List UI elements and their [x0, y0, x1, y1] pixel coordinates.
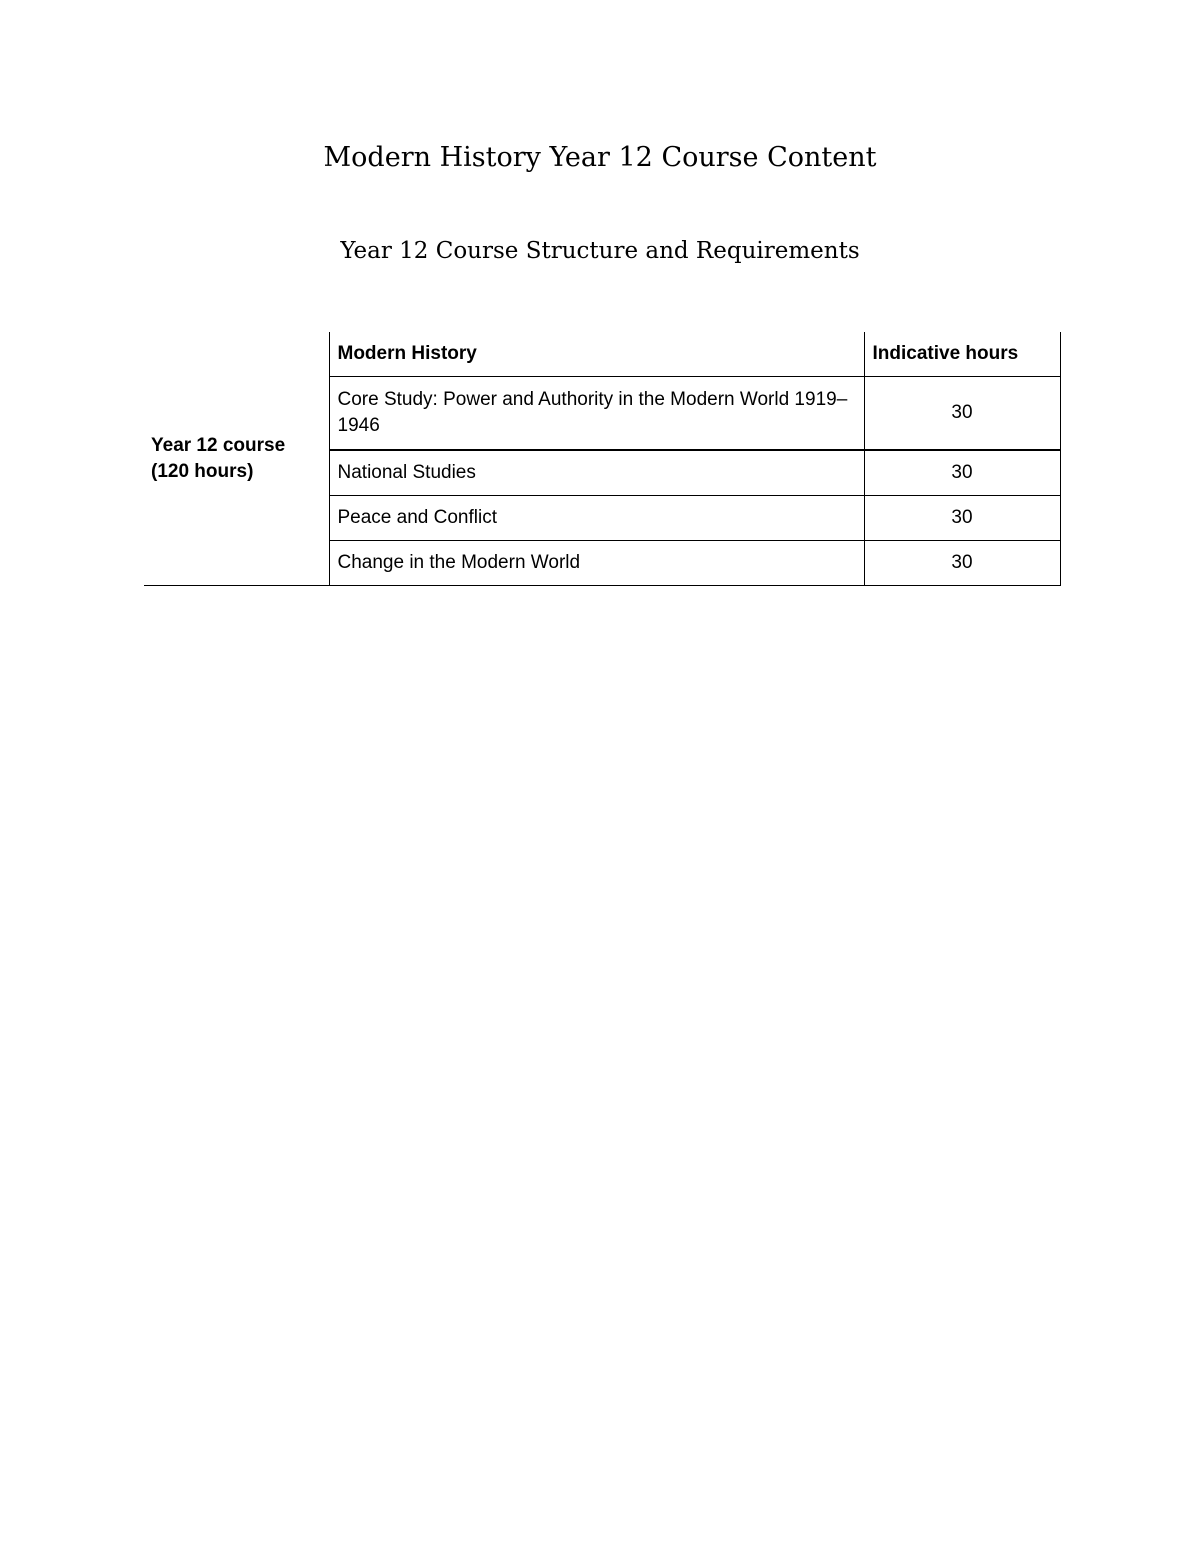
column-header-name: Modern History	[329, 332, 864, 377]
row-name-cell: Peace and Conflict	[329, 496, 864, 541]
row-name-cell: Core Study: Power and Authority in the Modern World 1919–1946	[329, 377, 864, 451]
section-heading: Year 12 Course Structure and Requirements	[340, 238, 860, 264]
row-hours-cell: 30	[864, 450, 1060, 496]
row-hours-cell: 30	[864, 496, 1060, 541]
course-group-label	[144, 332, 329, 586]
course-group-label-line2: (120 hours)	[151, 460, 254, 482]
row-hours-cell: 30	[864, 541, 1060, 586]
row-hours-cell: 30	[864, 377, 1060, 451]
row-name-cell: National Studies	[329, 450, 864, 496]
course-structure-table	[144, 332, 1061, 586]
table-header-row	[144, 332, 1060, 377]
page-title: Modern History Year 12 Course Content	[323, 142, 877, 173]
course-group-label-line1: Year 12 course	[151, 434, 286, 456]
row-name-cell: Change in the Modern World	[329, 541, 864, 586]
column-header-hours: Indicative hours	[864, 332, 1060, 377]
